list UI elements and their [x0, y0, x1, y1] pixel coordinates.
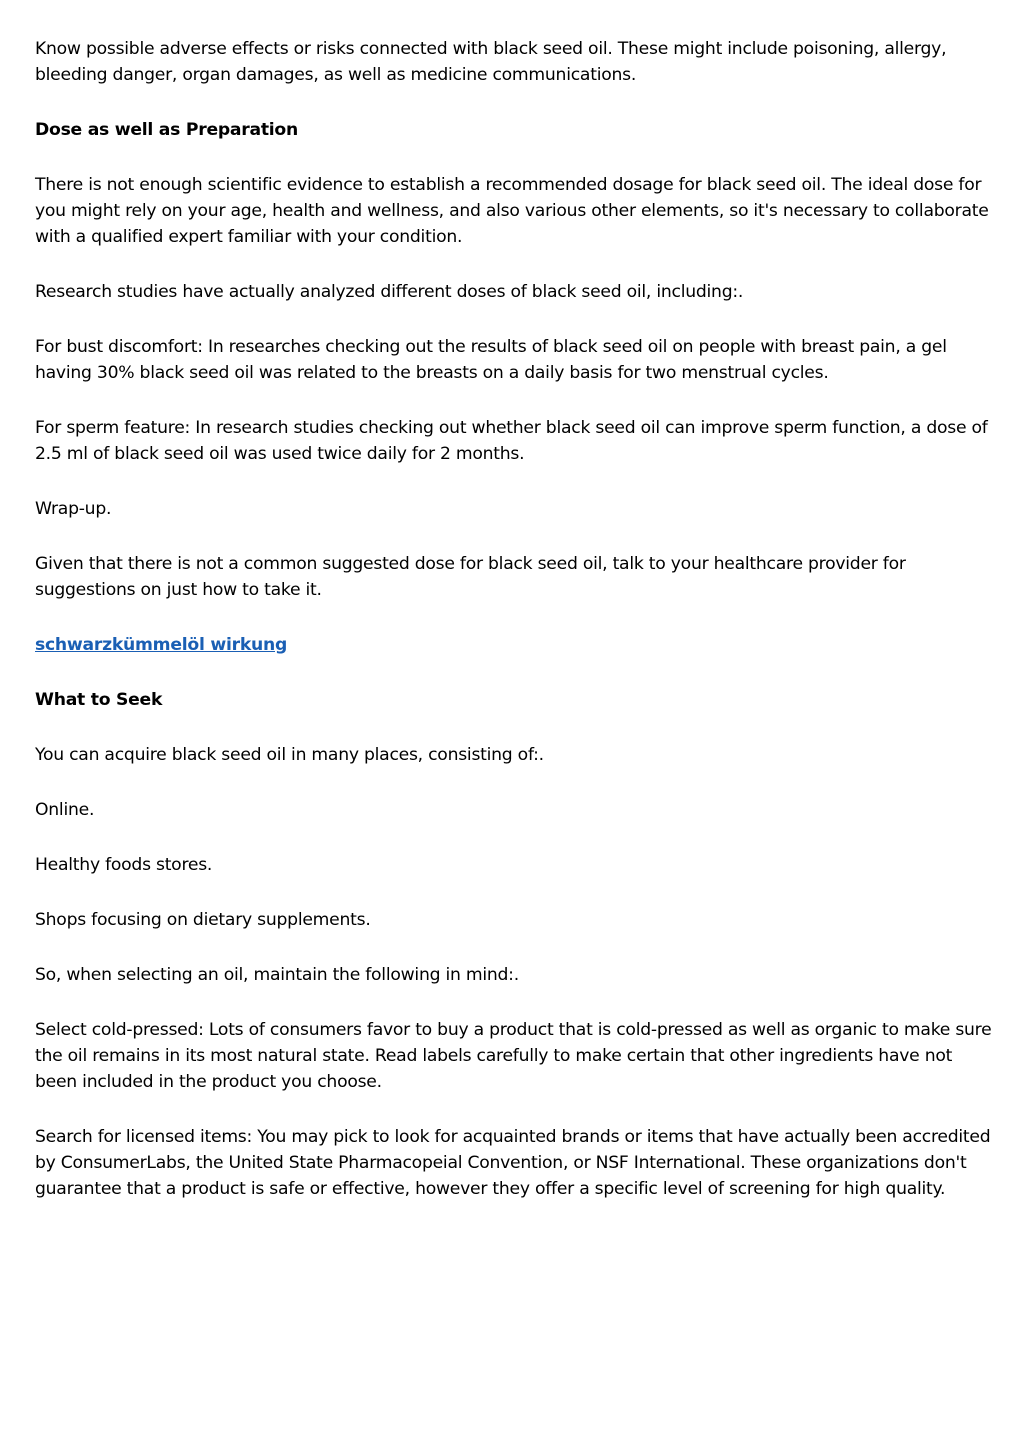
wrapup-paragraph: Wrap-up. [35, 499, 112, 519]
given-paragraph: Given that there is not a common suggested dose for black seed oil, talk to your healthcare provider for suggestions on just how to take it. [35, 554, 906, 600]
licensed-items-paragraph: Search for licensed items: You may pick to look for acquainted brands or items that have actually been accredited by ConsumerLabs, the United State Pharmacopeial Convention, or NSF International. These organizations don't guarantee that a product is safe or effective, however they offer a specific level of screening for high quality. [35, 1127, 991, 1199]
bust-paragraph: For bust discomfort: In researches checking out the results of black seed oil on people with breast pain, a gel having 30% black seed oil was related to the breasts on a daily basis for two menstrual cycles. [35, 337, 947, 383]
document-body [35, 36, 995, 1231]
seek-heading: What to Seek [35, 690, 163, 710]
list-item-healthy-foods: Healthy foods stores. [35, 855, 213, 875]
dose-paragraph: There is not enough scientific evidence to establish a recommended dosage for black seed oil. The ideal dose for you might rely on your age, health and wellness, and also various other elements, so it's necessary to collaborate with a qualified expert familiar with your condition. [35, 175, 989, 247]
acquire-paragraph: You can acquire black seed oil in many places, consisting of:. [35, 745, 544, 765]
sperm-paragraph: For sperm feature: In research studies checking out whether black seed oil can improve sperm function, a dose of 2.5 ml of black seed oil was used twice daily for 2 months. [35, 418, 988, 464]
research-intro-paragraph: Research studies have actually analyzed different doses of black seed oil, including:. [35, 282, 744, 302]
dose-heading: Dose as well as Preparation [35, 120, 298, 140]
selecting-paragraph: So, when selecting an oil, maintain the following in mind:. [35, 965, 519, 985]
list-item-shops: Shops focusing on dietary supplements. [35, 910, 371, 930]
cold-pressed-paragraph: Select cold-pressed: Lots of consumers favor to buy a product that is cold-pressed as well as organic to make sure the oil remains in its most natural state. Read labels carefully to make certain that other ingredients have not been included in the product you choose. [35, 1020, 992, 1092]
schwarzkummelol-link[interactable]: schwarzkümmelöl wirkung [35, 635, 288, 655]
list-item-online: Online. [35, 800, 95, 820]
link-paragraph [35, 632, 995, 658]
intro-paragraph: Know possible adverse effects or risks connected with black seed oil. These might include poisoning, allergy, bleeding danger, organ damages, as well as medicine communications. [35, 39, 947, 85]
